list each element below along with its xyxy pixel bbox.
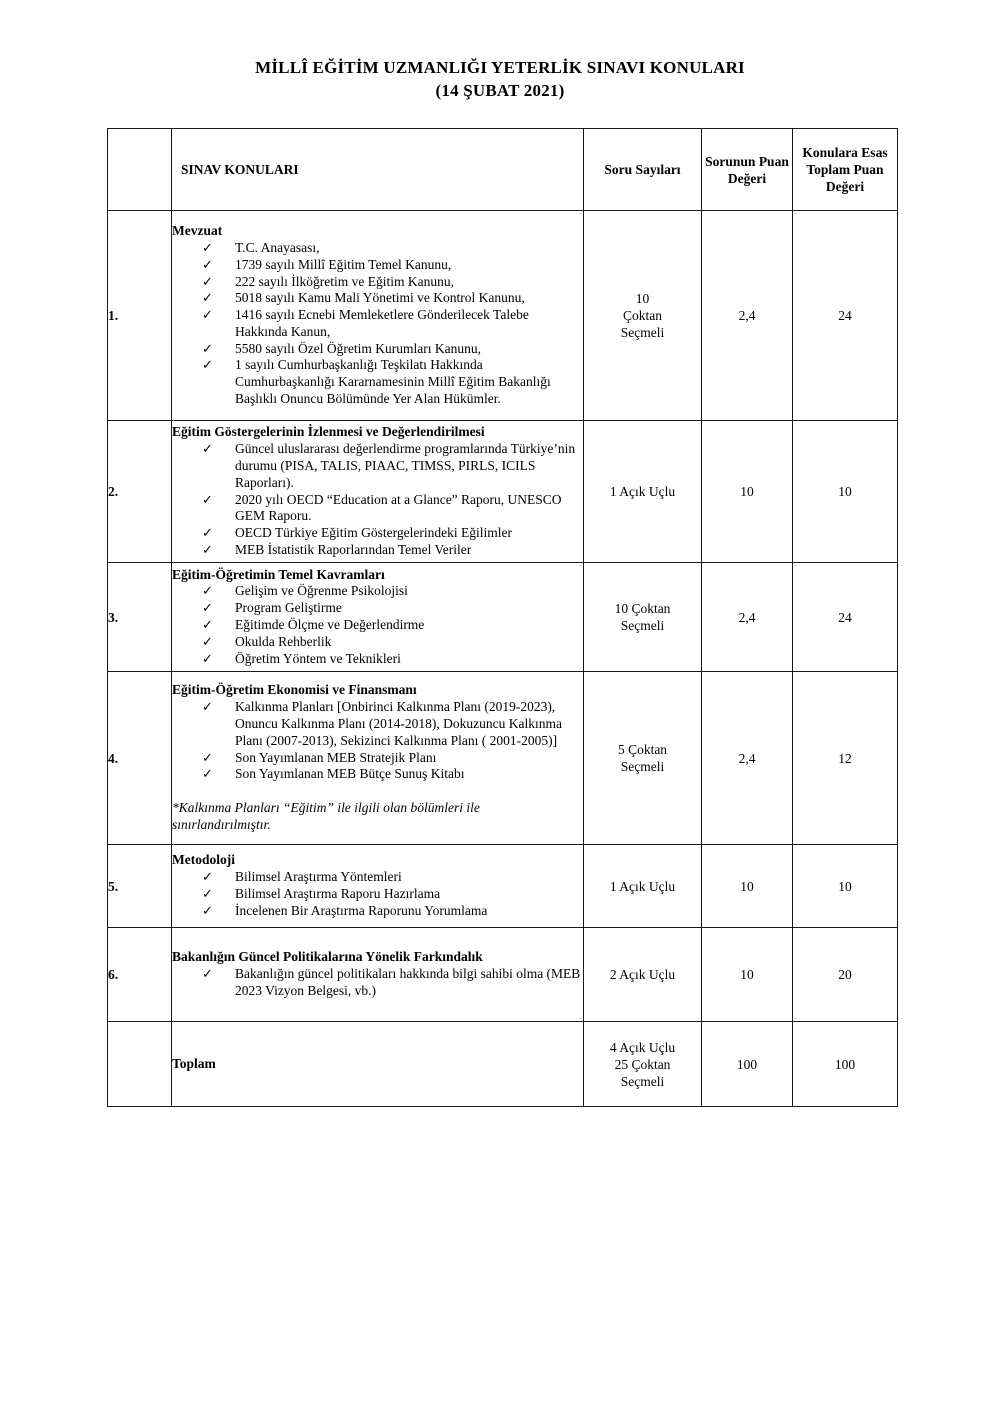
total-points-cell: 100 [793, 1022, 898, 1107]
document-title [0, 56, 1000, 102]
topic-item-text: Bilimsel Araştırma Yöntemleri [235, 869, 402, 885]
question-count-cell: 5 Çoktan Seçmeli [584, 672, 702, 845]
topic-item-text: Son Yayımlanan MEB Stratejik Planı [235, 749, 437, 765]
topic-item-text: Kalkınma Planları [Onbirinci Kalkınma Planı (2019-2023), Onuncu Kalkınma Planı (2014-2018), Dokuzuncu Kalkınma Planı (2007-2013), Sekizinci Kalkınma Planı ( 2001-2005)] [235, 699, 562, 748]
check-icon: ✓ [202, 766, 213, 782]
topic-item [172, 307, 583, 341]
topic-item [172, 274, 583, 291]
topic-item [172, 542, 583, 559]
check-icon: ✓ [202, 699, 213, 715]
topic-item [172, 699, 583, 749]
row-number: 1. [108, 211, 172, 421]
header-konulara-esas-toplam: Konulara Esas Toplam Puan Değeri [793, 129, 898, 211]
topic-item-text: Okulda Rehberlik [235, 633, 332, 649]
topic-item [172, 357, 583, 407]
topic-item [172, 240, 583, 257]
header-number-column [108, 129, 172, 211]
question-point-value-cell: 10 [702, 421, 793, 563]
check-icon: ✓ [202, 525, 213, 541]
check-icon: ✓ [202, 491, 213, 507]
question-point-value-cell: 10 [702, 845, 793, 928]
header-sorunun-puan-degeri: Sorunun Puan Değeri [702, 129, 793, 211]
question-count-cell: 1 Açık Uçlu [584, 845, 702, 928]
topic-item-text: 222 sayılı İlköğretim ve Eğitim Kanunu, [235, 273, 454, 289]
table-row [108, 845, 898, 928]
table-row [108, 421, 898, 563]
topic-item-text: 1739 sayılı Millî Eğitim Temel Kanunu, [235, 256, 452, 272]
question-point-value-cell: 2,4 [702, 211, 793, 421]
topic-total-points-cell: 20 [793, 928, 898, 1022]
check-icon: ✓ [202, 749, 213, 765]
topic-title: Eğitim Göstergelerinin İzlenmesi ve Değerlendirilmesi [172, 424, 485, 440]
question-point-value-cell: 10 [702, 928, 793, 1022]
check-icon: ✓ [202, 600, 213, 616]
topic-item-text: İncelenen Bir Araştırma Raporunu Yorumlama [235, 902, 488, 918]
topic-cell [172, 928, 584, 1022]
question-count-cell: 10 Çoktan Seçmeli [584, 563, 702, 672]
topic-cell [172, 845, 584, 928]
check-icon: ✓ [202, 902, 213, 918]
title-line-1: MİLLÎ EĞİTİM UZMANLIĞI YETERLİK SINAVI KONULARI [255, 58, 745, 77]
question-point-value-cell: 2,4 [702, 563, 793, 672]
row-number: 6. [108, 928, 172, 1022]
question-count-cell: 2 Açık Uçlu [584, 928, 702, 1022]
topic-item [172, 290, 583, 307]
topic-item-text: MEB İstatistik Raporlarından Temel Veriler [235, 541, 472, 557]
topic-item [172, 766, 583, 783]
topic-item [172, 492, 583, 526]
header-soru-sayilari: Soru Sayıları [584, 129, 702, 211]
topic-item-text: Bilimsel Araştırma Raporu Hazırlama [235, 886, 441, 901]
topic-item [172, 966, 583, 1000]
check-icon: ✓ [202, 256, 213, 272]
topic-item-text: Program Geliştirme [235, 600, 342, 616]
topic-title: Mevzuat [172, 223, 223, 239]
check-icon: ✓ [202, 290, 213, 306]
topic-cell [172, 421, 584, 563]
check-icon: ✓ [202, 633, 213, 649]
table-row [108, 672, 898, 845]
row-number: 3. [108, 563, 172, 672]
check-icon: ✓ [202, 441, 213, 457]
total-label: Toplam [172, 1022, 584, 1107]
exam-topics-table [107, 128, 898, 1107]
check-icon: ✓ [202, 583, 213, 599]
check-icon: ✓ [202, 886, 213, 901]
check-icon: ✓ [202, 869, 213, 885]
topic-total-points-cell: 10 [793, 845, 898, 928]
topic-item-text: 1 sayılı Cumhurbaşkanlığı Teşkilatı Hakkında Cumhurbaşkanlığı Kararnamesinin Millî Eğitim Bakanlığı Başlıklı Onuncu Bölümünde Yer Alan Hükümler. [235, 357, 551, 407]
topic-item [172, 525, 583, 542]
topic-total-points-cell: 24 [793, 211, 898, 421]
header-row [108, 129, 898, 211]
topic-item-text: Bakanlığın güncel politikaları hakkında bilgi sahibi olma (MEB 2023 Vizyon Belgesi, vb.) [235, 966, 581, 998]
check-icon: ✓ [202, 307, 213, 323]
topic-item-text: 1416 sayılı Ecnebi Memleketlere Gönderilecek Talebe Hakkında Kanun, [235, 307, 529, 339]
topic-cell [172, 211, 584, 421]
topic-total-points-cell: 12 [793, 672, 898, 845]
topic-item [172, 441, 583, 491]
topic-item [172, 886, 583, 903]
check-icon: ✓ [202, 340, 213, 356]
topic-total-points-cell: 10 [793, 421, 898, 563]
row-number: 2. [108, 421, 172, 563]
topic-item-text: 5018 sayılı Kamu Mali Yönetimi ve Kontrol Kanunu, [235, 290, 525, 306]
topic-item-text: Son Yayımlanan MEB Bütçe Sunuş Kitabı [235, 766, 465, 782]
topic-item-text: OECD Türkiye Eğitim Göstergelerindeki Eğilimler [235, 525, 512, 541]
header-sinav-konulari: SINAV KONULARI [172, 129, 584, 211]
question-point-value-cell: 2,4 [702, 672, 793, 845]
check-icon: ✓ [202, 541, 213, 557]
topic-cell [172, 672, 584, 845]
topic-title: Eğitim-Öğretim Ekonomisi ve Finansmanı [172, 682, 417, 698]
topic-item [172, 341, 583, 358]
topic-item-text: Gelişim ve Öğrenme Psikolojisi [235, 583, 408, 599]
table-row [108, 928, 898, 1022]
topic-item-text: T.C. Anayasası, [235, 239, 320, 255]
topic-item [172, 600, 583, 617]
topic-item-text: 2020 yılı OECD “Education at a Glance” Raporu, UNESCO GEM Raporu. [235, 491, 562, 524]
question-count-cell: 1 Açık Uçlu [584, 421, 702, 563]
topic-title: Eğitim-Öğretimin Temel Kavramları [172, 566, 385, 582]
check-icon: ✓ [202, 273, 213, 289]
total-question-point-value-cell: 100 [702, 1022, 793, 1107]
topic-item [172, 651, 583, 668]
row-number [108, 1022, 172, 1107]
check-icon: ✓ [202, 966, 213, 982]
title-line-2: (14 ŞUBAT 2021) [435, 81, 565, 100]
topic-title: Metodoloji [172, 852, 235, 868]
topic-item-text: 5580 sayılı Özel Öğretim Kurumları Kanunu, [235, 340, 481, 356]
topic-item [172, 869, 583, 886]
check-icon: ✓ [202, 617, 213, 632]
topic-title: Bakanlığın Güncel Politikalarına Yönelik Farkındalık [172, 949, 483, 965]
topic-item-text: Güncel uluslararası değerlendirme programlarında Türkiye’nin durumu (PISA, TALIS, PIAAC, TIMSS, PIRLS, ICILS Raporları). [235, 441, 576, 490]
question-count-cell: 10 Çoktan Seçmeli [584, 211, 702, 421]
footnote: *Kalkınma Planları “Eğitim” ile ilgili olan bölümleri ile sınırlandırılmıştır. [172, 800, 480, 832]
check-icon: ✓ [202, 357, 213, 373]
table-row [108, 211, 898, 421]
check-icon: ✓ [202, 650, 213, 666]
topic-item [172, 617, 583, 634]
topic-item [172, 257, 583, 274]
topic-item-text: Eğitimde Ölçme ve Değerlendirme [235, 617, 425, 632]
row-number: 5. [108, 845, 172, 928]
topic-item [172, 903, 583, 920]
row-number: 4. [108, 672, 172, 845]
topic-item [172, 634, 583, 651]
table-row [108, 563, 898, 672]
topic-item-text: Öğretim Yöntem ve Teknikleri [235, 650, 401, 666]
check-icon: ✓ [202, 239, 213, 255]
topic-item [172, 583, 583, 600]
topic-total-points-cell: 24 [793, 563, 898, 672]
total-question-count-cell: 4 Açık Uçlu 25 Çoktan Seçmeli [584, 1022, 702, 1107]
total-row [108, 1022, 898, 1107]
topic-item [172, 750, 583, 767]
topic-cell [172, 563, 584, 672]
